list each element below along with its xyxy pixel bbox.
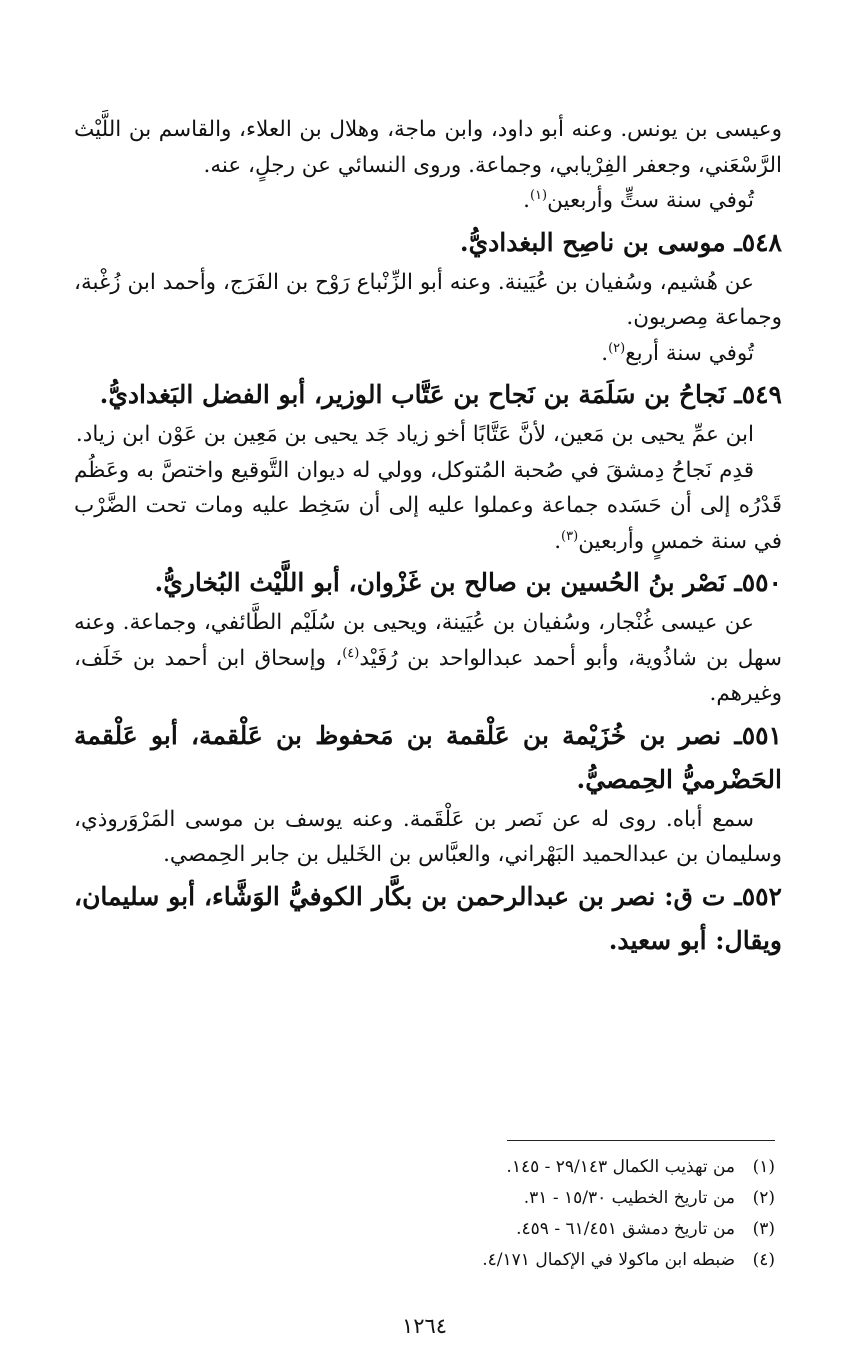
paragraph	[74, 417, 782, 453]
entry-heading	[74, 373, 782, 417]
paragraph-text: قدِم نَجاحُ دِمشقَ في صُحبة المُتوكل، وولي له ديوان التَّوقيع واختصَّ به وعَظُم قَدْرُه إلى أن حَسَده جماعة وعملوا عليه إلى أن سَخِط عليه ومات تحت الضَّرْب في سنة خمسٍ وأربعين	[74, 457, 782, 554]
entry-heading	[74, 875, 782, 963]
paragraph	[74, 336, 782, 372]
paragraph	[74, 265, 782, 336]
paragraph-tail: .	[554, 528, 562, 554]
paragraph-text: ٥٥٠ـ نَصْر بنُ الحُسين بن صالح بن غَزْوان، أبو اللَّيْث البُخاريُّ.	[154, 568, 782, 597]
footnote-item	[235, 1245, 775, 1276]
paragraph-text: تُوفي سنة ستٍّ وأربعين	[547, 188, 754, 213]
footnote-reference: (٣)	[561, 528, 579, 544]
paragraph	[74, 183, 782, 219]
page-number: ١٢٦٤	[401, 1314, 448, 1338]
footnote-item	[235, 1152, 775, 1183]
paragraph	[74, 802, 782, 873]
footnote-reference: (١)	[529, 187, 548, 203]
footnote-text: من تاريخ دمشق ٦١/٤٥١ - ٤٥٩.	[516, 1219, 735, 1239]
paragraph-text: سمع أباه. روى له عن نَصر بن عَلْقَمة. وعنه يوسف بن موسى المَرْوَروذي، وسليمان بن عبدالحميد البَهْراني، والعبَّاس بن الخَليل بن جابر الحِمصي.	[74, 806, 782, 867]
footnote-text: من تاريخ الخطيب ١٥/٣٠ - ٣١.	[523, 1188, 735, 1208]
paragraph-tail: .	[523, 188, 530, 213]
paragraph-text: ٥٥١ـ نصر بن خُزَيْمة بن عَلْقمة بن مَحفوظ بن عَلْقمة، أبو عَلْقمة الحَضْرميُّ الحِمصيُّ.	[74, 720, 782, 794]
footnote-text: من تهذيب الكمال ٢٩/١٤٣ - ١٤٥.	[506, 1157, 735, 1177]
paragraph-text: عن هُشيم، وسُفيان بن عُيَينة. وعنه أبو الزِّنْباع رَوْح بن الفَرَج، وأحمد ابن زُغْبة، وجماعة مِصريون.	[74, 269, 782, 330]
paragraph-text: ٥٤٨ـ موسى بن ناصِح البغداديُّ.	[459, 227, 782, 257]
footnotes-list	[235, 1152, 775, 1276]
footnote-number: (٣)	[752, 1219, 775, 1239]
footnote-number: (٢)	[752, 1188, 775, 1208]
entry-heading	[74, 714, 782, 802]
entry-heading	[74, 561, 782, 605]
footnote-number: (١)	[752, 1157, 775, 1177]
entry-heading	[74, 221, 782, 265]
paragraph-text: وعيسى بن يونس. وعنه أبو داود، وابن ماجة، وهلال بن العلاء، والقاسم بن اللَّيْث الرَّسْعَني، وجعفر الفِرْيابي، وجماعة. وروى النسائي عن رجلٍ، عنه.	[74, 117, 782, 178]
paragraph	[74, 453, 782, 560]
footnote-divider	[507, 1140, 775, 1141]
footnote-item	[235, 1214, 775, 1245]
paragraph-text: ٥٤٩ـ نَجاحُ بن سَلَمَة بن نَجاح بن عَتَّاب الوزير، أبو الفضل البَغداديُّ.	[99, 380, 782, 409]
footnote-reference: (٢)	[608, 340, 626, 356]
paragraph-text: عن عيسى غُنْجار، وسُفيان بن عُيَينة، ويحيى بن سُلَيْم الطَّائفي، وجماعة. وعنه سهل بن شاذُوية، وأبو أحمد عبدالواحد بن رُفَيْد	[74, 610, 782, 671]
footnote-item	[235, 1183, 775, 1214]
paragraph	[74, 605, 782, 712]
paragraph-text: تُوفي سنة أربع	[625, 340, 754, 366]
main-text	[74, 112, 782, 963]
paragraph	[74, 112, 782, 183]
paragraph-text: ٥٥٢ـ ت ق: نصر بن عبدالرحمن بن بكَّار الكوفيُّ الوَشَّاء، أبو سليمان، ويقال: أبو سعيد.	[74, 881, 782, 955]
paragraph-text: ابن عمِّ يحيى بن مَعين، لأنَّ عَتَّابًا أخو زياد جَد يحيى بن مَعِين بن عَوْن ابن زياد.	[75, 422, 754, 447]
footnote-text: ضبطه ابن ماكولا في الإكمال ٤/١٧١.	[482, 1250, 735, 1270]
paragraph-tail: .	[601, 340, 609, 366]
paragraph-tail: ، وإسحاق ابن أحمد بن خَلَف، وغيرهم.	[74, 645, 782, 706]
footnote-number: (٤)	[752, 1250, 775, 1270]
footnote-reference: (٤)	[342, 645, 360, 661]
